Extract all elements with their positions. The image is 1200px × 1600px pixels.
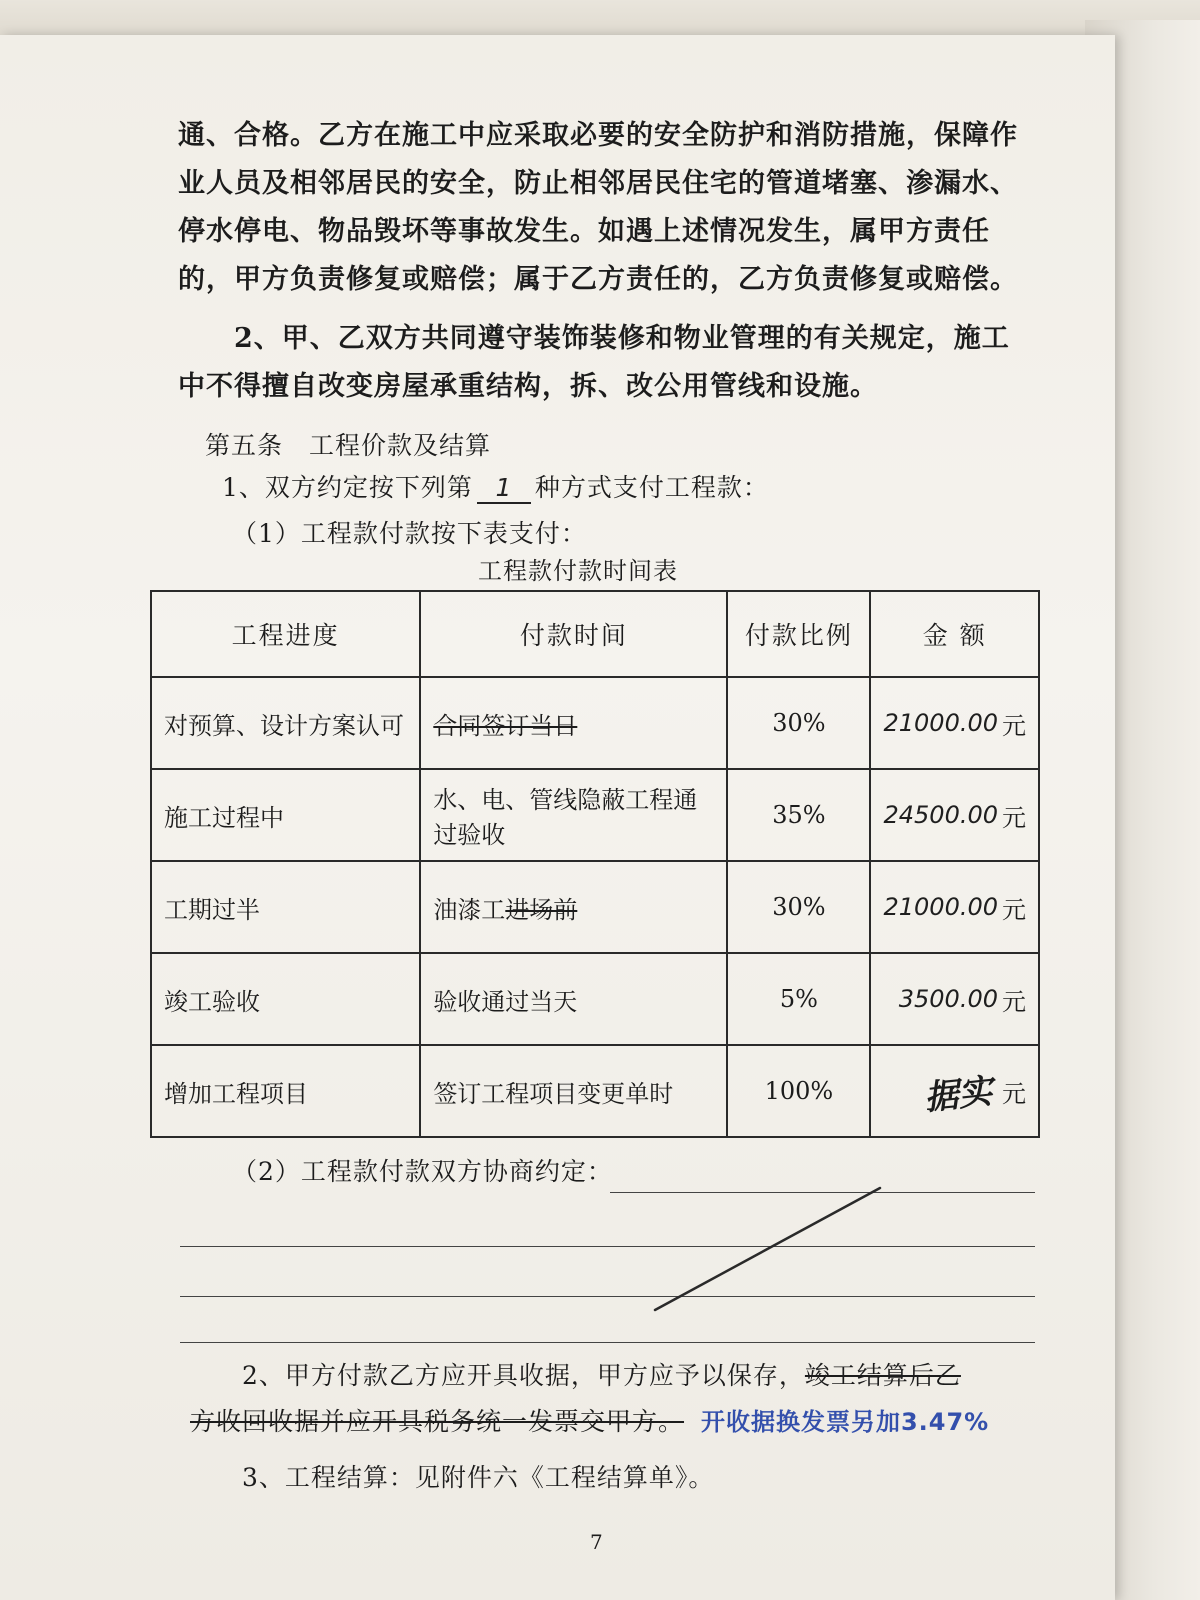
clause-2-line-2 [190, 1402, 989, 1438]
row-ratio: 35% [727, 769, 870, 861]
row-ratio: 30% [727, 677, 870, 769]
header-ratio: 付款比例 [727, 591, 870, 677]
blue-stamp-note: 开收据换发票另加3.47% [700, 1408, 990, 1436]
clause-1-sub: （1）工程款付款按下表支付： [232, 519, 587, 548]
clause-2-struck-a: 竣工结算后乙 [804, 1361, 961, 1390]
clause-2-text: 2、甲方付款乙方应开具收据，甲方应予以保存， [242, 1361, 805, 1390]
row-time: 水、电、管线隐蔽工程通过验收 [420, 769, 727, 861]
row-stage: 增加工程项目 [151, 1045, 420, 1137]
handwritten-amount: 21000.00 [883, 893, 998, 921]
body-paragraph-2: 2、甲、乙双方共同遵守装饰装修和物业管理的有关规定，施工中不得擅自改变房屋承重结构，拆、改公用管线和设施。 [178, 323, 1010, 402]
table-title: 工程款付款时间表 [478, 557, 678, 585]
clause-2-line-1 [242, 1356, 961, 1392]
body-paragraph-1: 通、合格。乙方在施工中应采取必要的安全防护和消防措施，保障作业人员及相邻居民的安全，防止相邻居民住宅的管道堵塞、渗漏水、停水停电、物品毁坏等事故发生。如遇上述情况发生，属甲方责任的，甲方负责修复或赔偿；属于乙方责任的，乙方负责修复或赔偿。 [178, 120, 1018, 295]
header-stage: 工程进度 [151, 591, 420, 677]
amount-unit: 元 [1002, 895, 1026, 924]
row-ratio: 100% [727, 1045, 870, 1137]
handwritten-amount: 据实 [922, 1071, 995, 1118]
row-stage: 对预算、设计方案认可 [151, 677, 420, 769]
amount-unit: 元 [1002, 803, 1026, 832]
amount-unit: 元 [1002, 1079, 1026, 1108]
clause-1-2-label: （2）工程款付款双方协商约定： [232, 1157, 613, 1186]
header-time: 付款时间 [420, 591, 727, 677]
row-time: 签订工程项目变更单时 [420, 1045, 727, 1137]
header-amount: 金 额 [870, 591, 1039, 677]
row-ratio: 5% [727, 953, 870, 1045]
struck-time: 进场前 [505, 895, 578, 924]
page-number: 7 [590, 1530, 603, 1554]
amount-unit: 元 [1002, 711, 1026, 740]
row-time-text: 油漆工 [433, 895, 506, 924]
row-stage: 竣工验收 [151, 953, 420, 1045]
clause-1-prefix: 1、双方约定按下列第 [222, 473, 473, 502]
amount-unit: 元 [1002, 987, 1026, 1016]
clause-1-choice: 1 [477, 473, 531, 504]
struck-time: 合同签订当日 [433, 711, 578, 740]
handwritten-amount: 21000.00 [883, 709, 998, 737]
row-ratio: 30% [727, 861, 870, 953]
handwritten-amount: 24500.00 [883, 801, 998, 829]
row-stage: 施工过程中 [151, 769, 420, 861]
row-stage: 工期过半 [151, 861, 420, 953]
article-5-heading: 第五条 工程价款及结算 [205, 431, 492, 460]
clause-1-suffix: 种方式支付工程款： [534, 473, 769, 502]
clause-2-struck-b: 方收回收据并应开具税务统一发票交甲方。 [190, 1407, 685, 1436]
row-time: 验收通过当天 [420, 953, 727, 1045]
clause-3: 3、工程结算：见附件六《工程结算单》。 [242, 1463, 715, 1492]
handwritten-amount: 3500.00 [898, 985, 998, 1013]
